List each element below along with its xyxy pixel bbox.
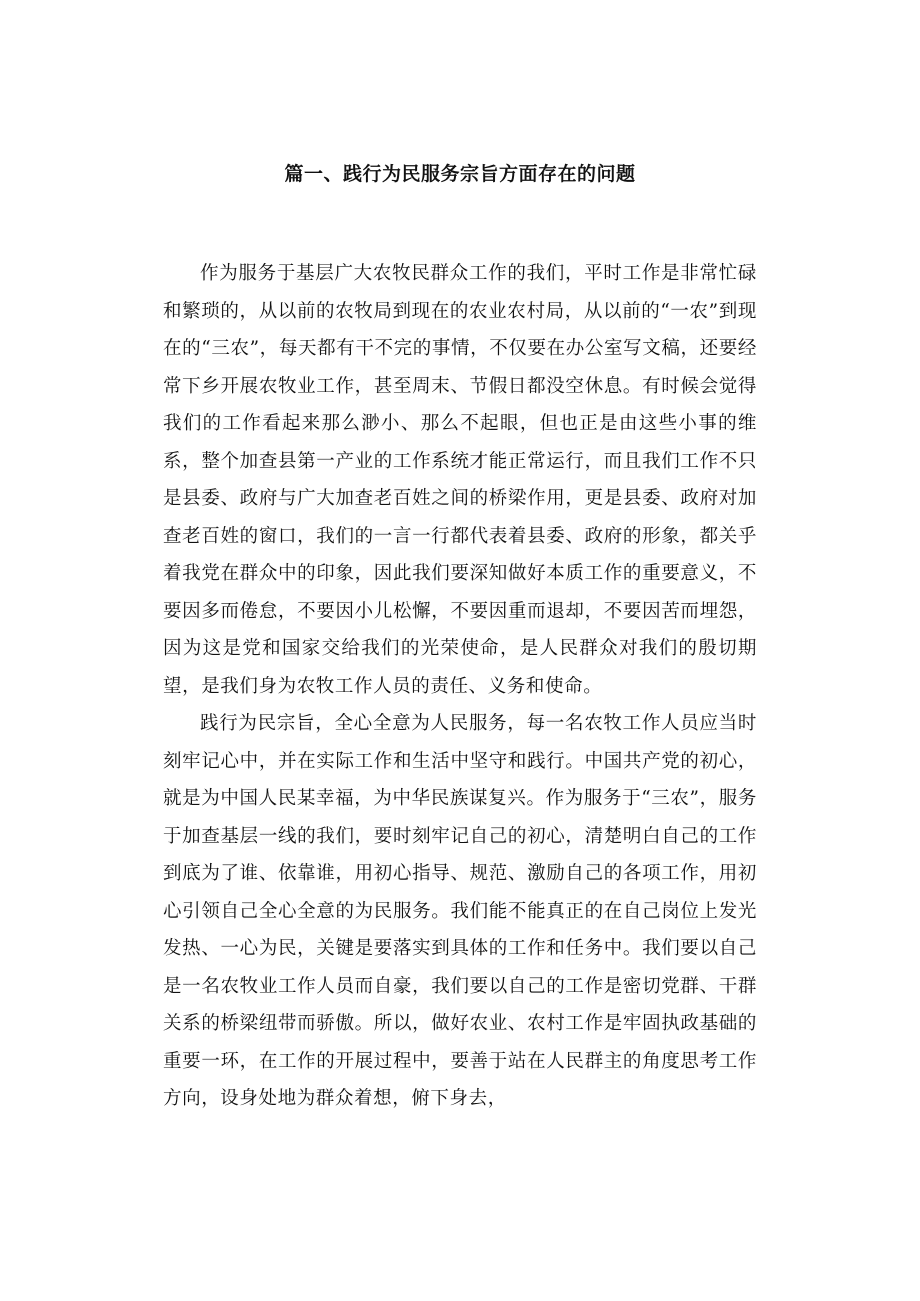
paragraph-1: 作为服务于基层广大农牧民群众工作的我们，平时工作是非常忙碌和繁琐的，从以前的农牧局到现在的农业农村局，从以前的“一农”到现在的“三农”，每天都有干不完的事情，不仅要在办公室写文稿，还要经常下乡开展农牧业工作，甚至周末、节假日都没空休息。有时候会觉得我们的工作看起来那么渺小、那么不起眼，但也正是由这些小事的维系，整个加查县第一产业的工作系统才能正常运行，而且我们工作不只是县委、政府与广大加查老百姓之间的桥梁作用，更是县委、政府对加查老百姓的窗口，我们的一言一行都代表着县委、政府的形象，都关乎着我党在群众中的印象，因此我们要深知做好本质工作的重要意义，不要因多而倦怠，不要因小儿松懈，不要因重而退却，不要因苦而埋怨，因为这是党和国家交给我们的光荣使命，是人民群众对我们的殷切期望，是我们身为农牧工作人员的责任、义务和使命。 (163, 263, 757, 697)
paragraph-2: 践行为民宗旨，全心全意为人民服务，每一名农牧工作人员应当时刻牢记心中，并在实际工作和生活中坚守和践行。中国共产党的初心，就是为中国人民某幸福，为中华民族谋复兴。作为服务于“三农”，服务于加查基层一线的我们，要时刻牢记自己的初心，清楚明白自己的工作到底为了谁、依靠谁，用初心指导、规范、激励自己的各项工作，用初心引领自己全心全意的为民服务。我们能不能真正的在自己岗位上发光发热、一心为民，关键是要落实到具体的工作和任务中。我们要以自己是一名农牧业工作人员而自豪，我们要以自己的工作是密切党群、干群关系的桥梁纽带而骄傲。所以，做好农业、农村工作是牢固执政基础的重要一环，在工作的开展过程中，要善于站在人民群主的角度思考工作方向，设身处地为群众着想，俯下身去， (163, 713, 757, 1109)
document-body (163, 255, 757, 1118)
document-title: 篇一、践行为民服务宗旨方面存在的问题 (284, 163, 636, 185)
